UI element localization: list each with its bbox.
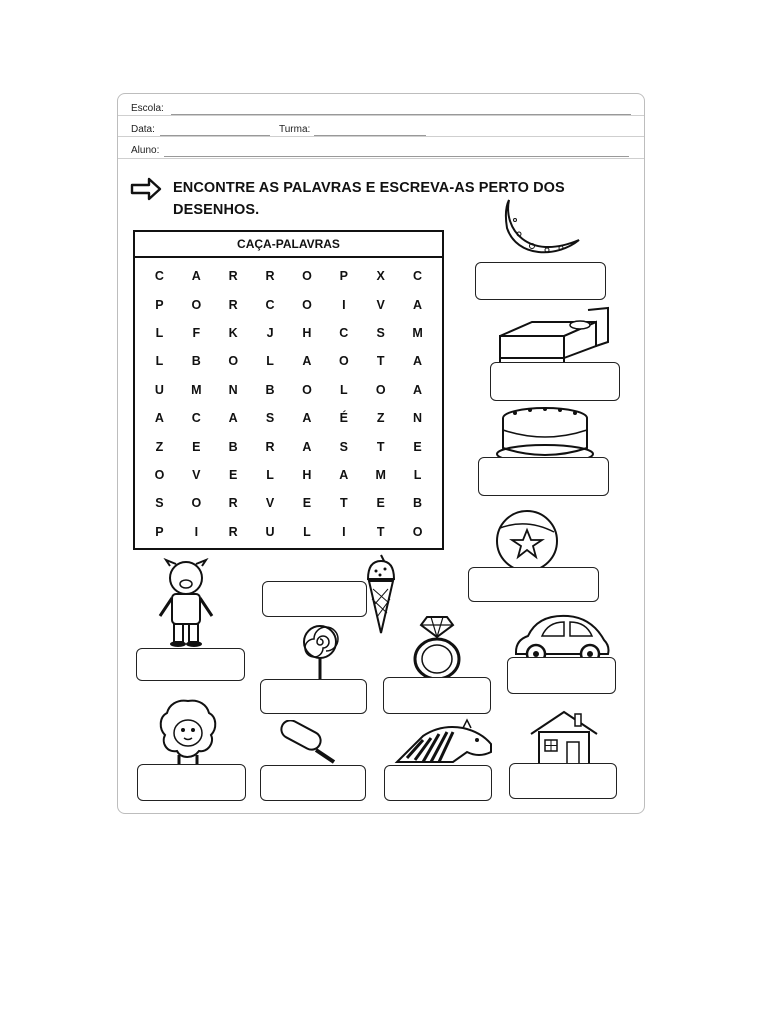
grid-letter: L [303, 524, 311, 539]
sheep-icon [155, 697, 221, 767]
instruction-text: ENCONTRE AS PALAVRAS E ESCREVA-AS PERTO DOS DESENHOS. [173, 180, 565, 218]
grid-letter: A [413, 354, 423, 369]
word-search-cells [141, 262, 436, 546]
grid-letter: O [412, 524, 423, 539]
grid-letter: S [155, 496, 164, 511]
grid-letter: O [154, 467, 165, 482]
answer-box-pig[interactable] [136, 648, 245, 681]
school-field[interactable] [171, 114, 631, 115]
grid-letter: P [155, 524, 164, 539]
grid-letter: O [302, 382, 312, 397]
arrow-right-icon [129, 176, 163, 202]
grid-letter: C [265, 297, 275, 312]
grid-letter: E [413, 439, 422, 454]
grid-letter: C [339, 325, 349, 340]
header-separator [118, 158, 644, 159]
answer-box-moon[interactable] [475, 262, 606, 300]
grid-letter: E [229, 467, 238, 482]
answer-box-ice-cream[interactable] [262, 581, 367, 617]
header-separator [118, 136, 644, 137]
grid-letter: B [413, 496, 423, 511]
grid-letter: L [266, 467, 274, 482]
grid-letter: V [376, 297, 385, 312]
grid-letter: O [191, 297, 202, 312]
grid-letter: A [413, 382, 423, 397]
student-field[interactable] [164, 156, 629, 157]
answer-box-lollipop[interactable] [260, 679, 367, 714]
answer-box-house[interactable] [509, 763, 617, 799]
grid-letter: I [342, 524, 346, 539]
popsicle-icon [272, 720, 342, 768]
grid-letter: I [342, 297, 346, 312]
school-label: Escola: [131, 103, 164, 114]
grid-letter: R [265, 269, 275, 284]
grid-letter: O [302, 297, 312, 312]
date-field[interactable] [160, 135, 270, 136]
ring-icon [409, 613, 465, 683]
grid-letter: M [191, 382, 202, 397]
bed-icon [492, 306, 614, 370]
answer-box-popsicle[interactable] [260, 765, 366, 801]
grid-letter: S [265, 411, 275, 426]
grid-letter: E [376, 496, 385, 511]
grid-letter: H [302, 467, 312, 482]
grid-letter: C [191, 411, 201, 426]
house-icon [527, 708, 601, 766]
grid-letter: A [154, 411, 164, 426]
grid-letter: L [413, 467, 422, 482]
grid-letter: R [228, 496, 238, 511]
grid-letter: R [228, 297, 238, 312]
grid-letter: V [192, 467, 201, 482]
grid-letter: U [154, 382, 164, 397]
answer-box-ring[interactable] [383, 677, 491, 714]
grid-letter: V [265, 496, 275, 511]
grid-letter: T [376, 439, 385, 454]
zebra-icon [393, 718, 497, 766]
grid-letter: K [228, 325, 238, 340]
grid-letter: F [192, 325, 201, 340]
moon-icon [497, 198, 587, 268]
grid-letter: I [194, 524, 199, 539]
lollipop-icon [300, 624, 340, 686]
grid-letter: A [413, 297, 423, 312]
grid-letter: A [191, 269, 201, 284]
header-separator [118, 115, 644, 116]
grid-letter: L [155, 325, 164, 340]
grid-letter: R [228, 269, 238, 284]
grid-letter: B [265, 382, 275, 397]
grid-letter: J [266, 325, 274, 340]
grid-letter: R [265, 439, 275, 454]
date-label: Data: [131, 124, 155, 135]
student-label: Aluno: [131, 145, 160, 156]
grid-letter: Z [376, 411, 385, 426]
grid-letter: O [191, 496, 202, 511]
grid-letter: O [338, 354, 349, 369]
grid-letter: T [376, 354, 385, 369]
grid-letter: B [228, 439, 238, 454]
word-search-title: CAÇA-PALAVRAS [135, 232, 442, 258]
grid-letter: T [376, 524, 385, 539]
grid-letter: L [155, 354, 164, 369]
grid-letter: L [339, 382, 348, 397]
grid-letter: M [412, 325, 423, 340]
grid-letter: N [228, 382, 238, 397]
grid-letter: A [302, 354, 312, 369]
answer-box-cake[interactable] [478, 457, 609, 496]
grid-letter: C [413, 269, 423, 284]
grid-letter: O [302, 269, 312, 284]
grid-letter: A [339, 467, 349, 482]
answer-box-zebra[interactable] [384, 765, 492, 801]
grid-letter: P [155, 297, 164, 312]
answer-box-sheep[interactable] [137, 764, 246, 801]
grid-letter: U [265, 524, 275, 539]
grid-letter: R [228, 524, 238, 539]
grid-letter: S [376, 325, 385, 340]
grid-letter: L [266, 354, 274, 369]
grid-letter: S [339, 439, 348, 454]
grid-letter: A [302, 439, 312, 454]
grid-letter: E [302, 496, 312, 511]
grid-letter: X [376, 269, 385, 284]
ice-cream-icon [364, 553, 398, 637]
class-field[interactable] [314, 135, 426, 136]
class-label: Turma: [279, 124, 311, 135]
grid-letter: H [302, 325, 312, 340]
grid-letter: N [413, 411, 423, 426]
grid-letter: E [192, 439, 201, 454]
grid-letter: P [339, 269, 348, 284]
answer-box-car[interactable] [507, 657, 616, 694]
grid-letter: T [339, 496, 348, 511]
grid-letter: O [375, 382, 386, 397]
grid-letter: M [375, 467, 386, 482]
pig-icon [152, 558, 220, 648]
grid-letter: A [302, 411, 312, 426]
grid-letter: C [154, 269, 164, 284]
grid-letter: A [228, 411, 238, 426]
answer-box-bed[interactable] [490, 362, 620, 401]
grid-letter: Z [155, 439, 164, 454]
grid-letter: B [191, 354, 201, 369]
ball-icon [490, 508, 564, 574]
grid-letter: O [228, 354, 239, 369]
grid-letter: É [339, 411, 348, 426]
word-search-grid [133, 230, 444, 550]
answer-box-ball[interactable] [468, 567, 599, 602]
